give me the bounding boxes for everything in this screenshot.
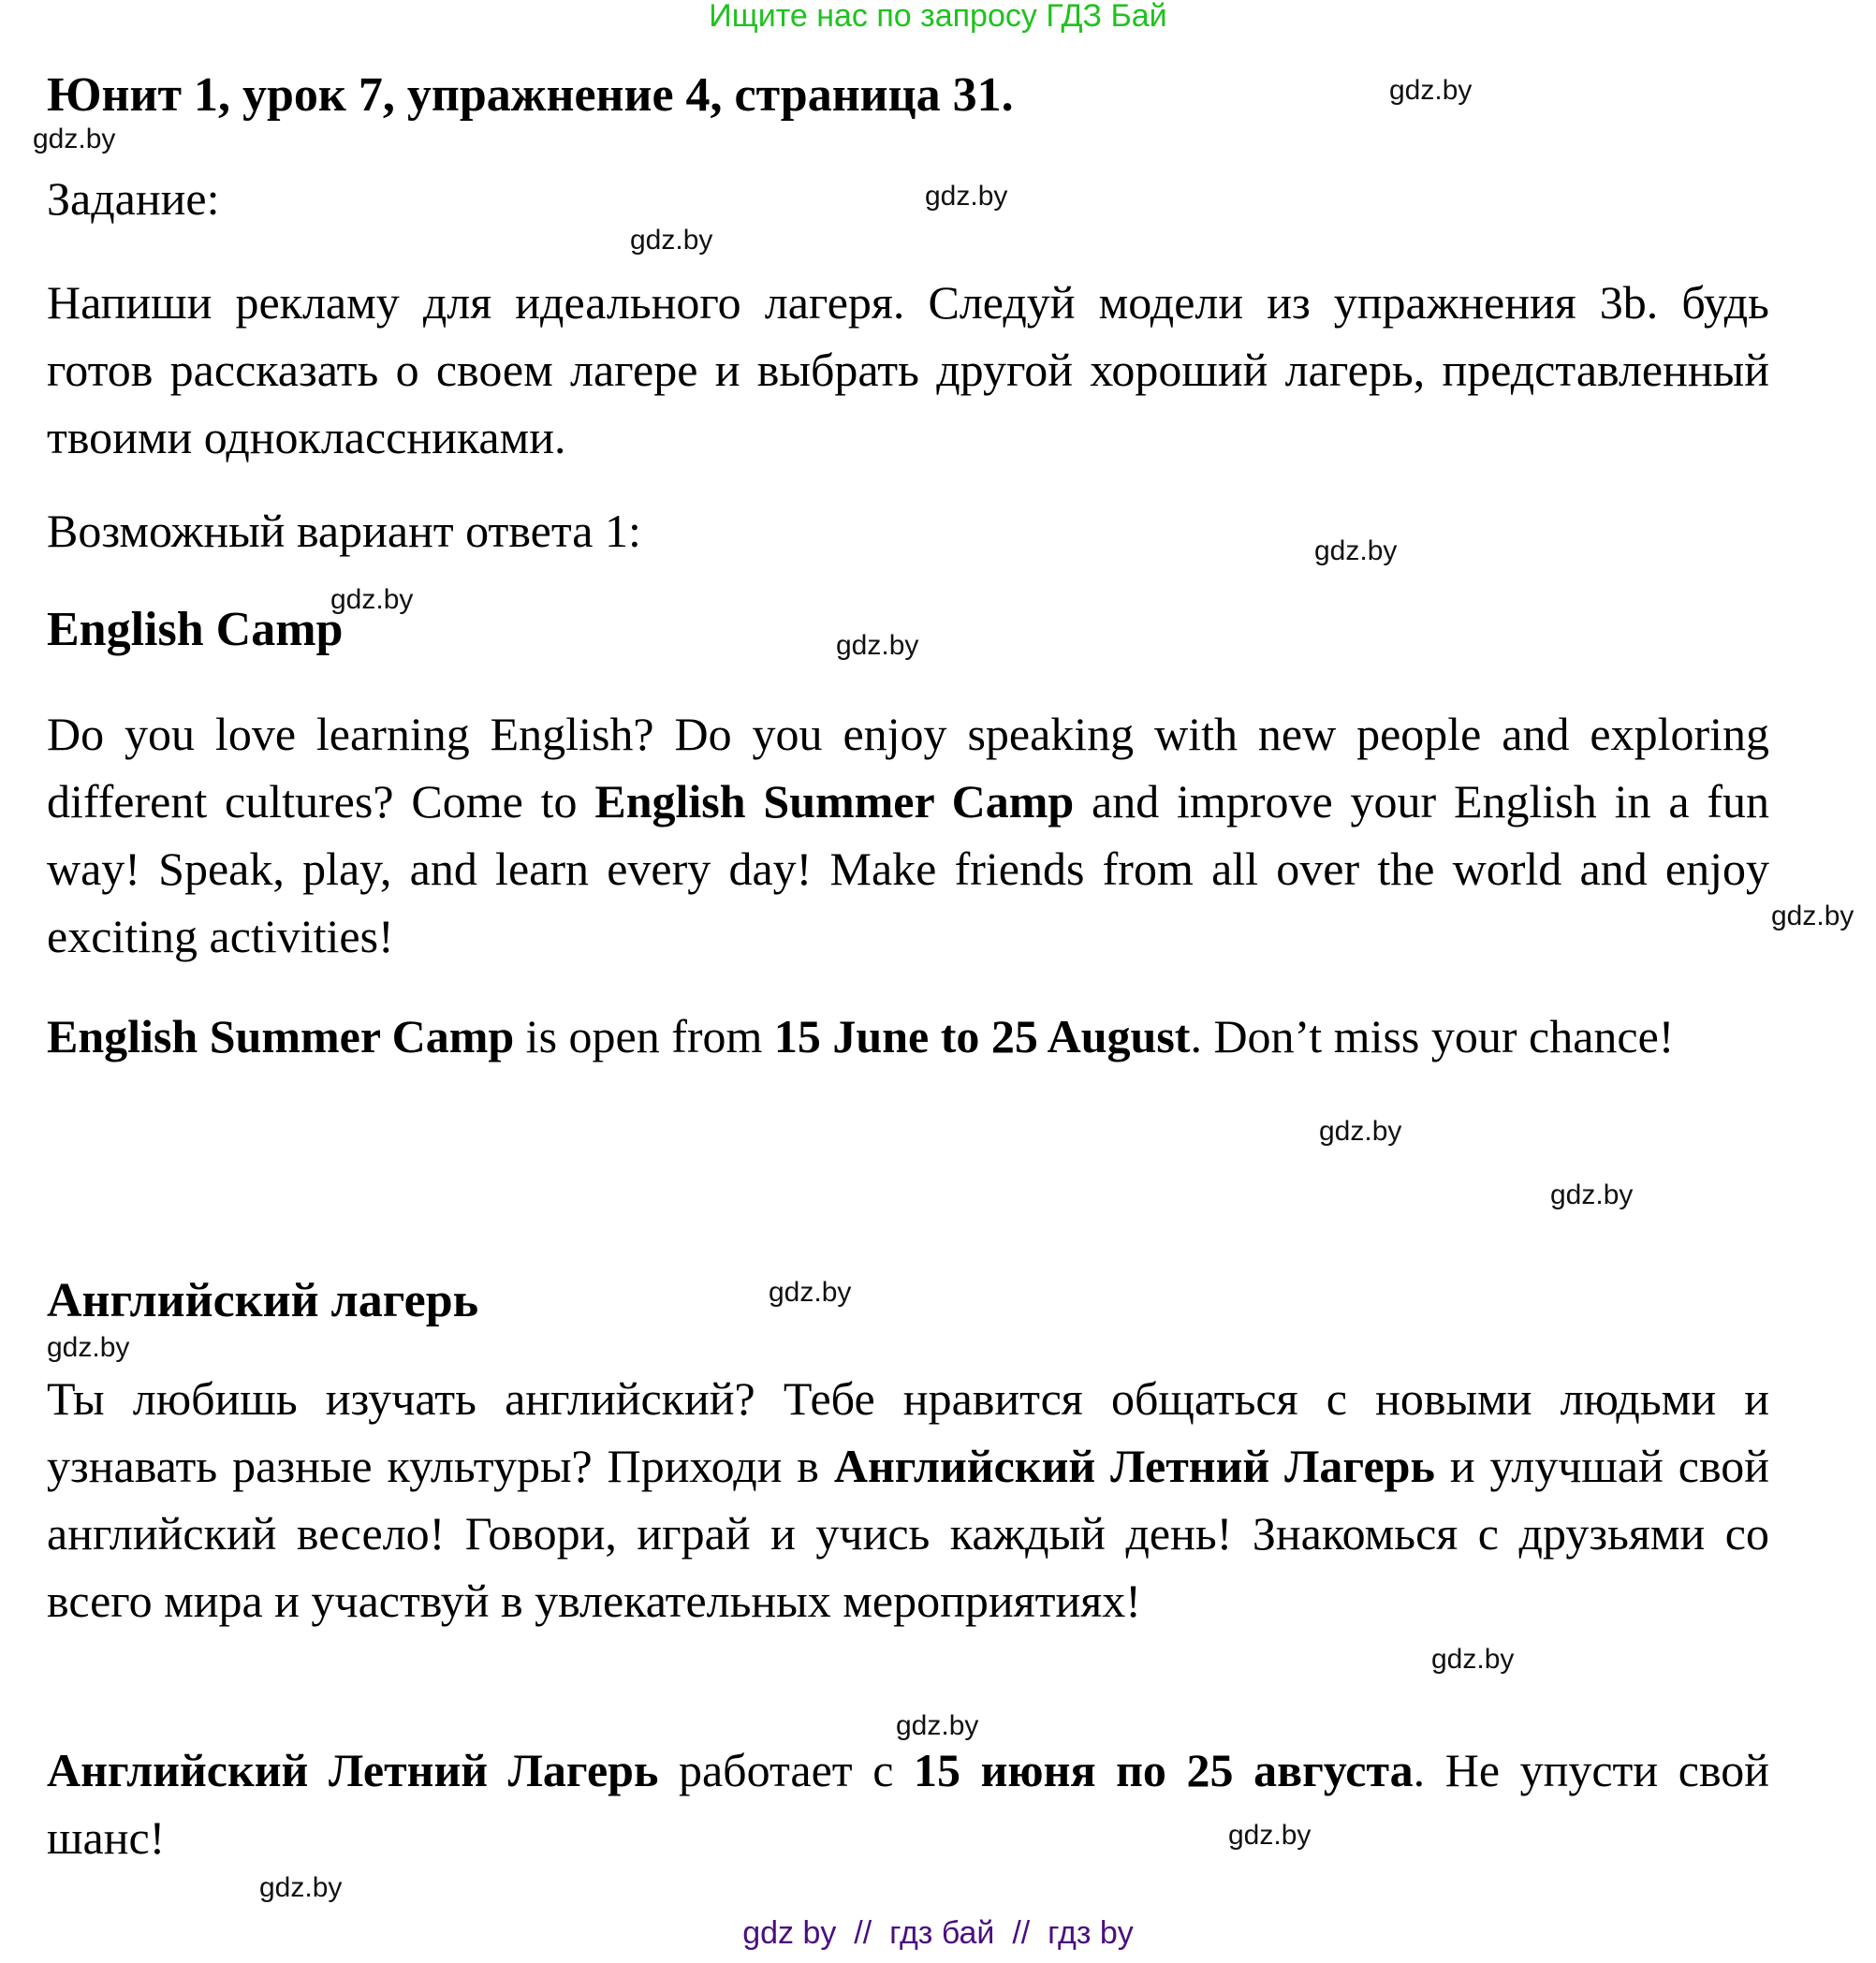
dates: 15 июня по 25 августа xyxy=(914,1744,1414,1796)
text: is open from xyxy=(514,1010,774,1062)
answer-label: Возможный вариант ответа 1: xyxy=(47,505,641,557)
search-banner: Ищите нас по запросу ГДЗ Бай xyxy=(709,0,1167,34)
watermark: gdz.by xyxy=(1431,1644,1515,1675)
camp-name: English Summer Camp xyxy=(594,775,1075,828)
watermark: gdz.by xyxy=(925,181,1008,212)
watermark: gdz.by xyxy=(33,124,116,154)
english-heading: English Camp xyxy=(47,603,344,656)
text: Ты любишь изучать английский? Тебе нравится общаться с новыми людьми и узнавать разные культуры? Приходи в xyxy=(47,1372,1769,1492)
text: and improve your English in a fun way! Speak, play, and learn every day! Make friends from all over the world and enjoy exciting activities! xyxy=(47,775,1769,962)
task-text: Напиши рекламу для идеального лагеря. Следуй модели из упражнения 3b. будь готов рассказать о своем лагере и выбрать другой хороший лагерь, представленный твоими одноклассниками. xyxy=(47,276,1769,463)
watermark: gdz.by xyxy=(896,1710,979,1741)
camp-name: Английский Летний Лагерь xyxy=(47,1744,659,1796)
page-title: Юнит 1, урок 7, упражнение 4, страница 31. xyxy=(47,68,1014,122)
watermark: gdz.by xyxy=(769,1277,852,1308)
camp-name: Английский Летний Лагерь xyxy=(833,1440,1435,1492)
watermark: gdz.by xyxy=(1228,1820,1312,1851)
watermark: gdz.by xyxy=(630,225,713,256)
task-label: Задание: xyxy=(47,172,220,225)
footer-links: gdz by // гдз бай // гдз by xyxy=(742,1915,1134,1951)
watermark: gdz.by xyxy=(330,584,414,615)
watermark: gdz.by xyxy=(47,1332,130,1363)
watermark: gdz.by xyxy=(259,1872,343,1903)
watermark: gdz.by xyxy=(1771,901,1854,931)
dates: 15 June to 25 August xyxy=(773,1010,1191,1062)
watermark: gdz.by xyxy=(1319,1116,1402,1147)
watermark: gdz.by xyxy=(1550,1179,1634,1210)
english-paragraph-1 xyxy=(47,700,1769,970)
watermark: gdz.by xyxy=(1314,535,1398,566)
russian-heading: Английский лагерь xyxy=(47,1274,479,1327)
text: . Не упусти свой шанс! xyxy=(47,1744,1769,1864)
camp-name: English Summer Camp xyxy=(47,1010,515,1062)
text: Do you love learning English? Do you enjoy speaking with new people and exploring different cultures? Come to xyxy=(47,708,1769,828)
text: и улучшай свой английский весело! Говори, играй и учись каждый день! Знакомься с друзьями со всего мира и участвуй в увлекательных мероприятиях! xyxy=(47,1440,1769,1627)
russian-paragraph-2 xyxy=(47,1736,1769,1871)
text: . Don’t miss your chance! xyxy=(1190,1010,1675,1062)
watermark: gdz.by xyxy=(1389,75,1473,106)
russian-paragraph-1 xyxy=(47,1365,1769,1634)
text: работает с xyxy=(658,1744,915,1796)
watermark: gdz.by xyxy=(836,630,919,661)
english-paragraph-2 xyxy=(47,1003,1769,1070)
